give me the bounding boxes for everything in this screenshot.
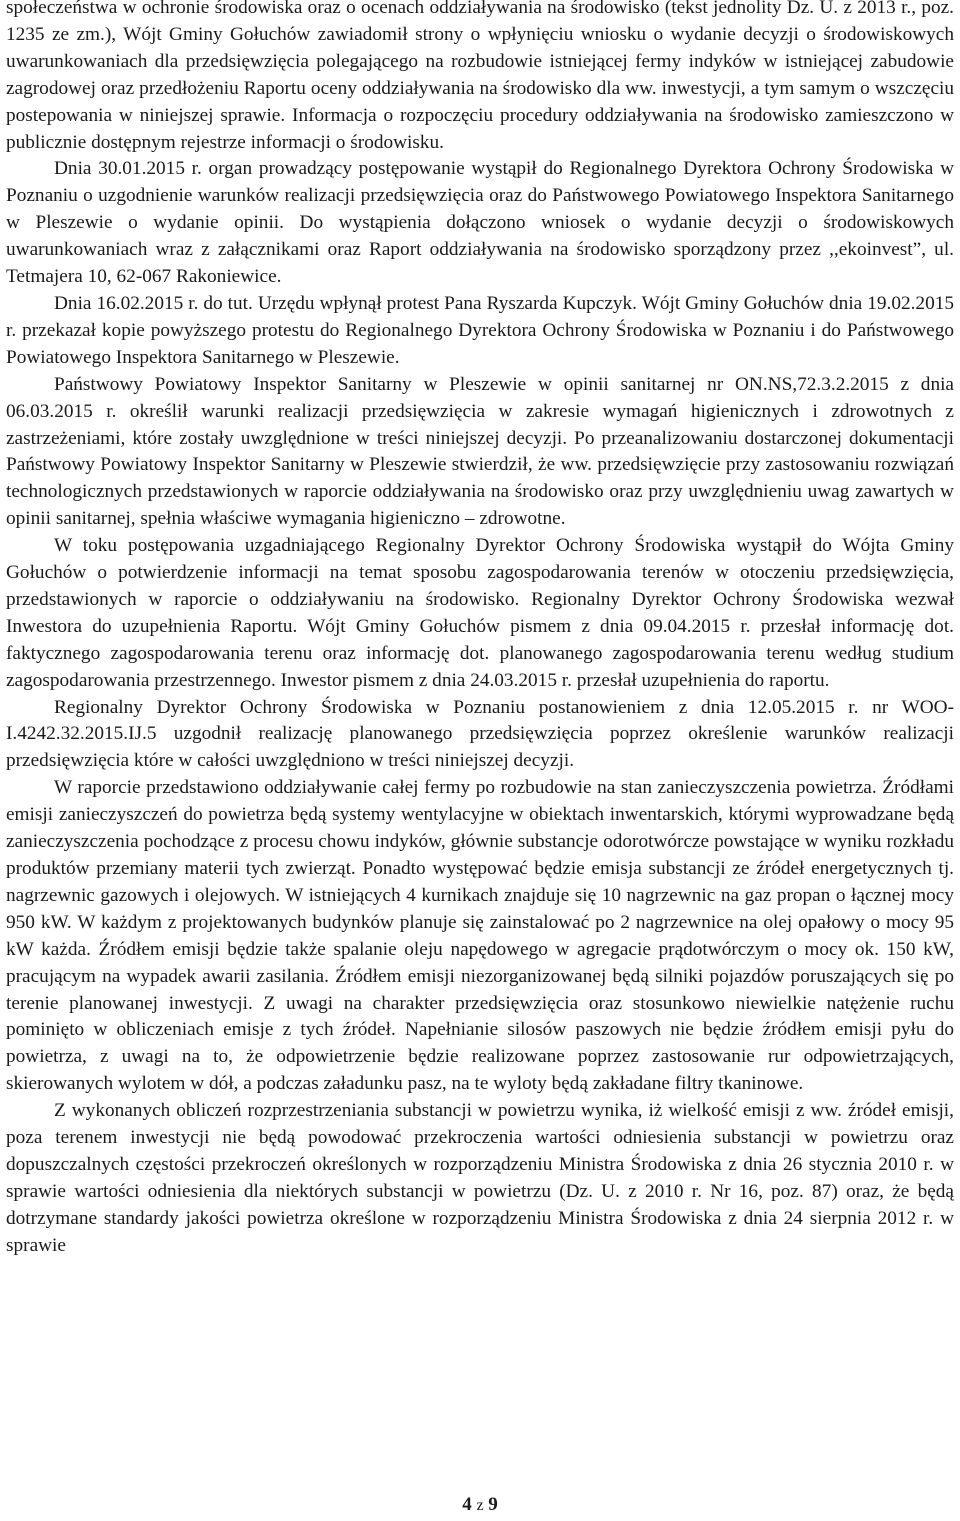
paragraph-6: Regionalny Dyrektor Ochrony Środowiska w Poznaniu postanowieniem z dnia 12.05.2015 r. nr WOO-I.4242.32.2015.IJ.5 uzgodnił realizację planowanego przedsięwzięcia poprzez określenie warunków realizacji przedsięwzięcia które w całości uwzględniono w treści niniejszej decyzji. <box>6 696 954 772</box>
page-number <box>0 1493 960 1518</box>
paragraph-7: W raporcie przedstawiono oddziaływanie całej fermy po rozbudowie na stan zanieczyszczenia powietrza. Źródłami emisji zanieczyszczeń do powietrza będą systemy wentylacyjne w obiektach inwentarskich, którymi wyprowadzane będą zanieczyszczenia pochodzące z procesu chowu indyków, głównie substancje odorotwórcze powstające w wyniku rozkładu produktów przemiany materii tych zwierząt. Ponadto występować będzie emisja substancji ze źródeł energetycznych tj. nagrzewnic gazowych i olejowych. W istniejących 4 kurnikach znajduje się 10 nagrzewnic na gaz propan o łącznej mocy 950 kW. W każdym z projektowanych budynków planuje się zainstalować po 2 nagrzewnice na olej opałowy o mocy 95 kW każda. Źródłem emisji będzie także spalanie oleju napędowego w agregacie prądotwórczym o mocy ok. 150 kW, pracującym na wypadek awarii zasilania. Źródłem emisji niezorganizowanej będą silniki pojazdów poruszających się po terenie planowanej inwestycji. Z uwagi na charakter przedsięwzięcia oraz stosunkowo niewielkie natężenie ruchu pominięto w obliczeniach emisje z tych źródeł. Napełnianie silosów paszowych nie będzie źródłem emisji pyłu do powietrza, z uwagi na to, że odpowietrzenie będzie realizowane poprzez zastosowanie rur odpowietrzających, skierowanych wylotem w dół, a podczas załadunku pasz, na te wyloty będą zakładane filtry tkaninowe. <box>6 777 954 1095</box>
document-body <box>6 0 954 1260</box>
paragraph-8: Z wykonanych obliczeń rozprzestrzeniania substancji w powietrzu wynika, iż wielkość emisji z ww. źródeł emisji, poza terenem inwestycji nie będą powodować przekroczenia wartości odniesienia substancji w powietrzu oraz dopuszczalnych częstości przekroczeń określonych w rozporządzeniu Ministra Środowiska z dnia 26 stycznia 2010 r. w sprawie wartości odniesienia dla niektórych substancji w powietrzu (Dz. U. z 2010 r. Nr 16, poz. 87) oraz, że będą dotrzymane standardy jakości powietrza określone w rozporządzeniu Ministra Środowiska z dnia 24 sierpnia 2012 r. w sprawie <box>6 1100 954 1256</box>
page-current: 4 <box>462 1494 472 1515</box>
paragraph-4: Państwowy Powiatowy Inspektor Sanitarny w Pleszewie w opinii sanitarnej nr ON.NS,72.3.2.2015 z dnia 06.03.2015 r. określił warunki realizacji przedsięwzięcia w zakresie wymagań higienicznych i zdrowotnych z zastrzeżeniami, które zostały uwzględnione w treści niniejszej decyzji. Po przeanalizowaniu dostarczonej dokumentacji Państwowy Powiatowy Inspektor Sanitarny w Pleszewie stwierdził, że ww. przedsięwzięcie przy zastosowaniu rozwiązań technologicznych przedstawionych w raporcie oddziaływania na środowisko oraz przy uwzględnieniu uwag zawartych w opinii sanitarnej, spełnia właściwe wymagania higieniczno – zdrowotne. <box>6 373 954 530</box>
paragraph-1: społeczeństwa w ochronie środowiska oraz o ocenach oddziaływania na środowisko (tekst jednolity Dz. U. z 2013 r., poz. 1235 ze zm.), Wójt Gminy Gołuchów zawiadomił strony o wpłynięciu wniosku o wydanie decyzji o środowiskowych uwarunkowaniach dla przedsięwzięcia polegającego na rozbudowie istniejącej fermy indyków w istniejącej zabudowie zagrodowej oraz przedłożeniu Raportu oceny oddziaływania na środowisko dla ww. inwestycji, a tym samym o wszczęciu postepowania w niniejszej sprawie. Informacja o rozpoczęciu procedury oddziaływania na środowisko zamieszczono w publicznie dostępnym rejestrze informacji o środowisku. <box>6 0 954 153</box>
page-separator: z <box>476 1497 484 1514</box>
paragraph-3: Dnia 16.02.2015 r. do tut. Urzędu wpłynął protest Pana Ryszarda Kupczyk. Wójt Gminy Gołuchów dnia 19.02.2015 r. przekazał kopie powyższego protestu do Regionalnego Dyrektora Ochrony Środowiska w Poznaniu i do Państwowego Powiatowego Inspektora Sanitarnego w Pleszewie. <box>6 292 954 368</box>
page-total: 9 <box>488 1494 498 1515</box>
paragraph-2: Dnia 30.01.2015 r. organ prowadzący postępowanie wystąpił do Regionalnego Dyrektora Ochrony Środowiska w Poznaniu o uzgodnienie warunków realizacji przedsięwzięcia oraz do Państwowego Powiatowego Inspektora Sanitarnego w Pleszewie o wydanie opinii. Do wystąpienia dołączono wniosek o wydanie decyzji o środowiskowych uwarunkowaniach wraz z załącznikami oraz Raport oddziaływania na środowisko sporządzony przez ,,ekoinvest”, ul. Tetmajera 10, 62-067 Rakoniewice. <box>6 158 954 288</box>
paragraph-5: W toku postępowania uzgadniającego Regionalny Dyrektor Ochrony Środowiska wystąpił do Wójta Gminy Gołuchów o potwierdzenie informacji na temat sposobu zagospodarowania terenów w otoczeniu przedsięwzięcia, przedstawionych w raporcie o oddziaływaniu na środowisko. Regionalny Dyrektor Ochrony Środowiska wezwał Inwestora do uzupełnienia Raportu. Wójt Gminy Gołuchów pismem z dnia 09.04.2015 r. przesłał informację dot. faktycznego zagospodarowania terenu oraz informację dot. planowanego zagospodarowania terenu według studium zagospodarowania przestrzennego. Inwestor pismem z dnia 24.03.2015 r. przesłał uzupełnienia do raportu. <box>6 535 954 691</box>
